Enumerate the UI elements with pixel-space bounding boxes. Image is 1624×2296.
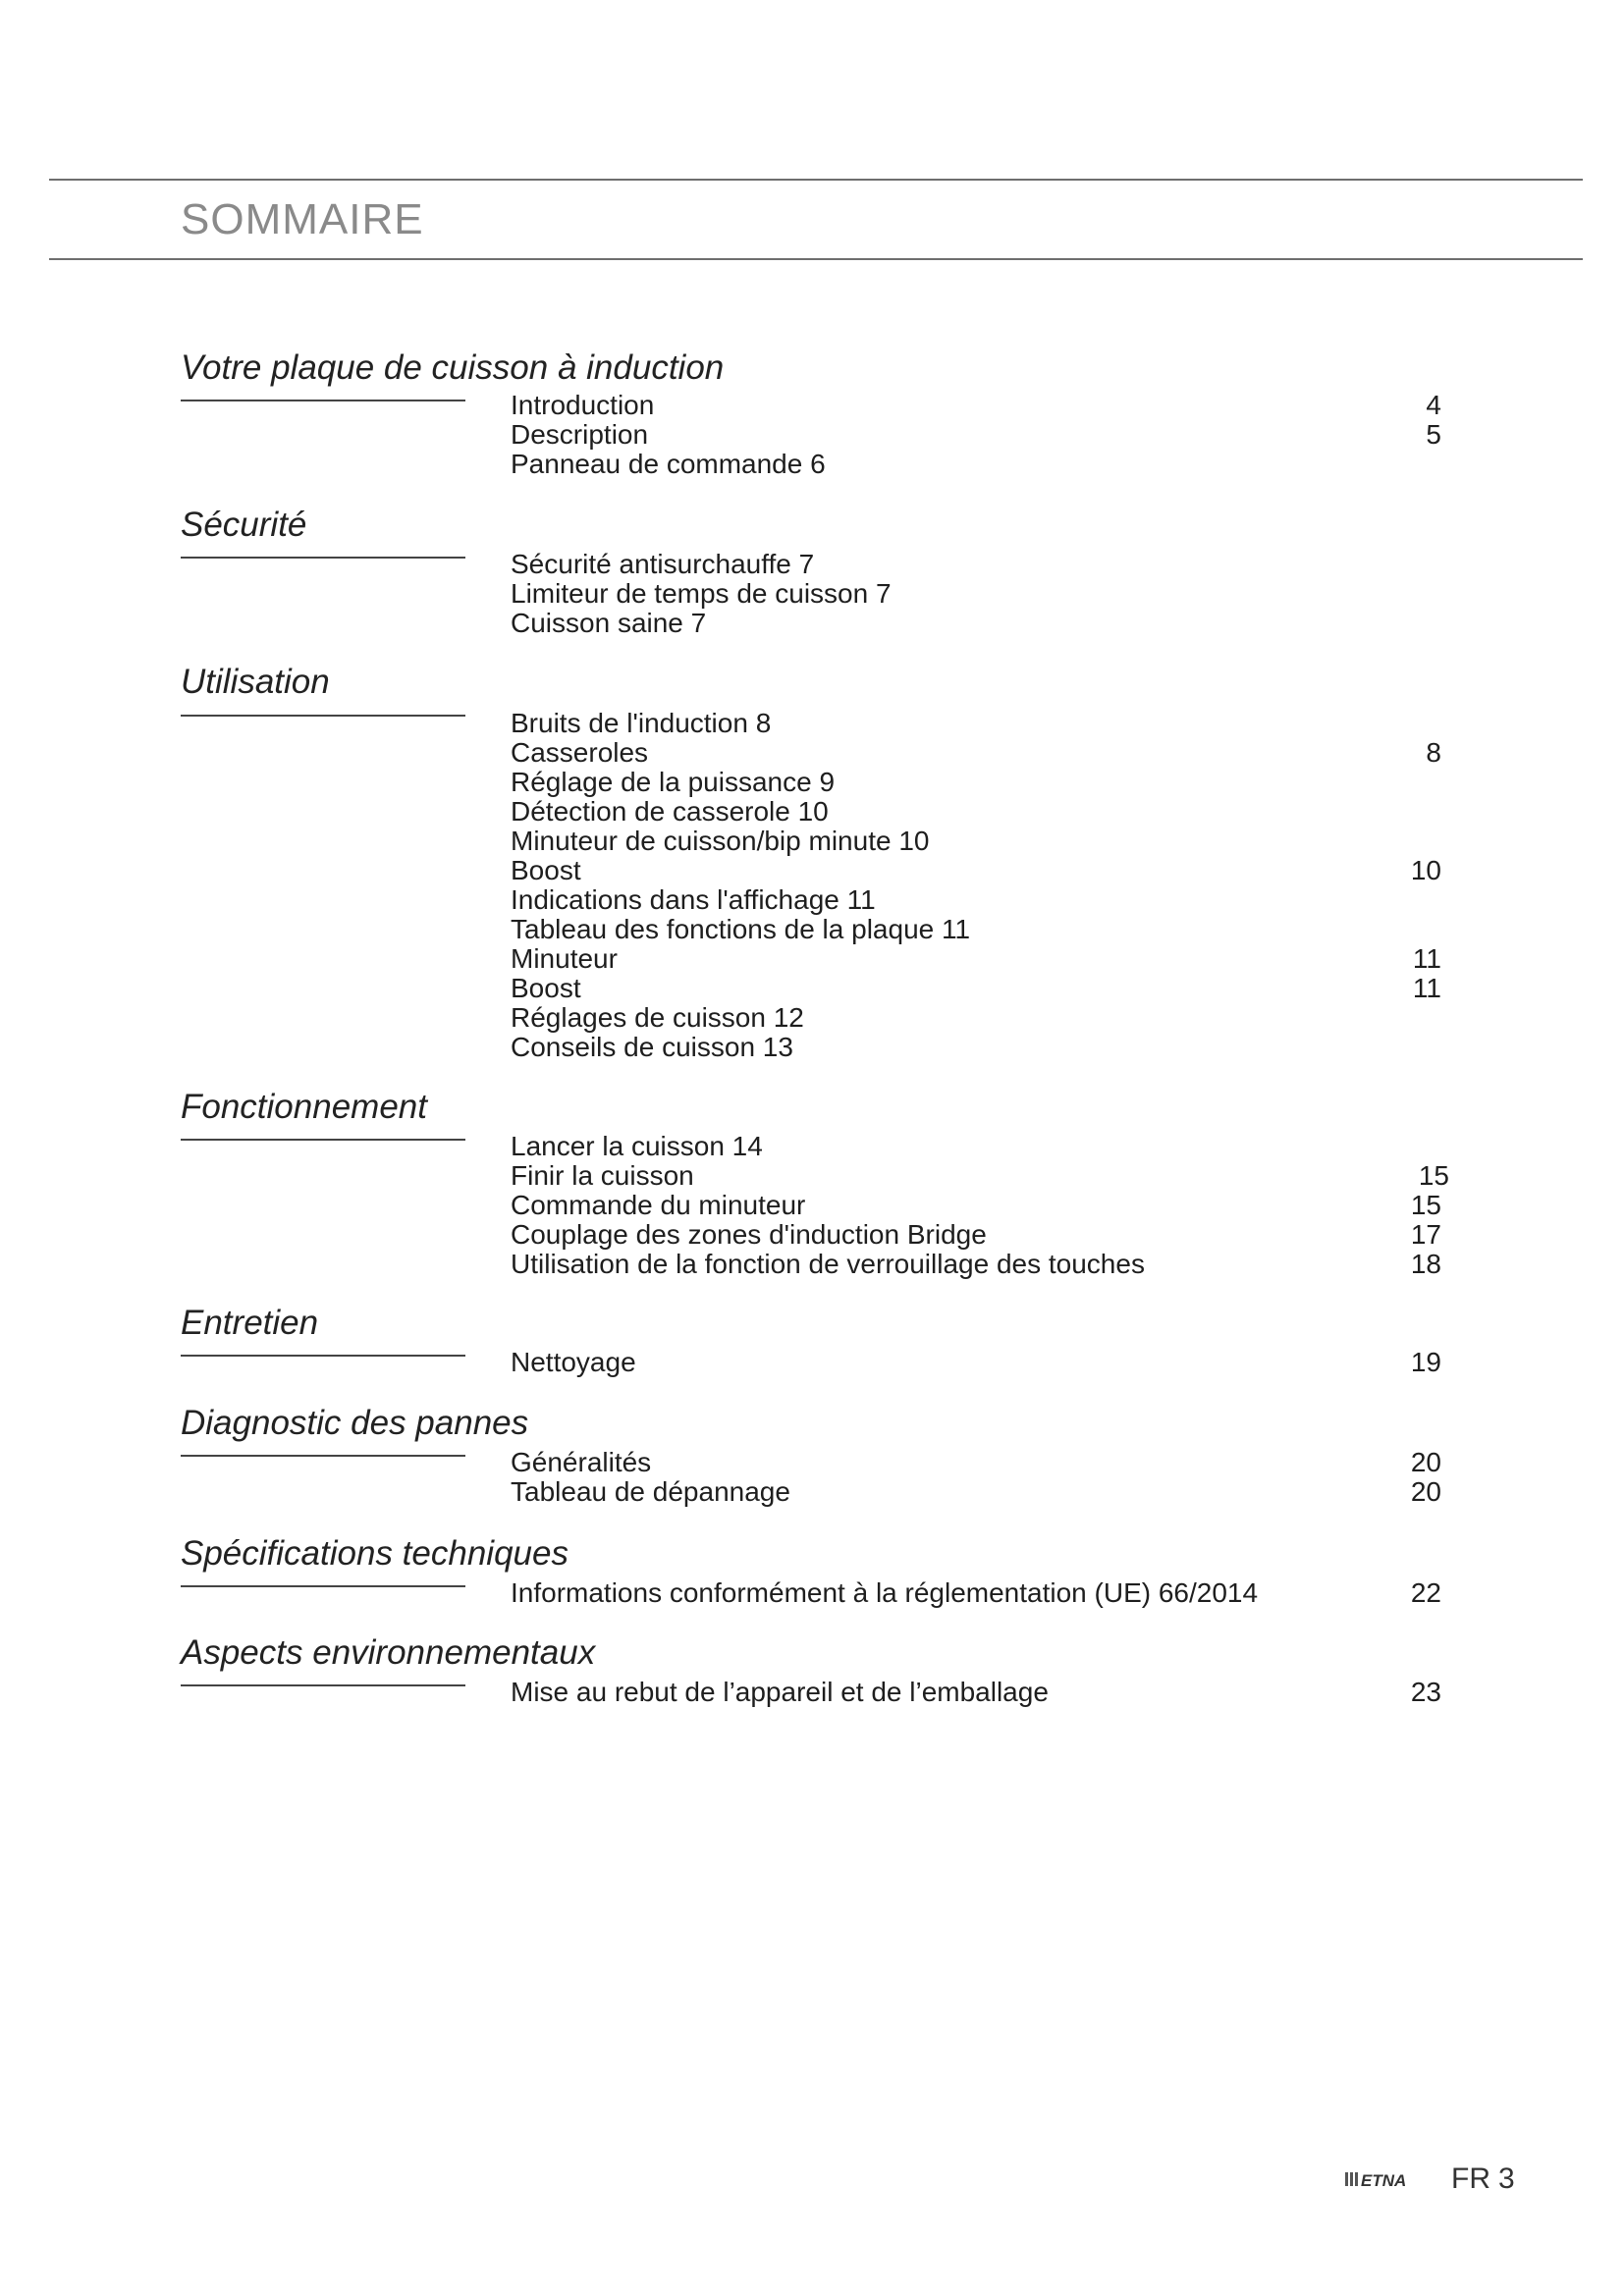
toc-entry-page: 5 [1426,419,1441,450]
toc-entry[interactable] [511,579,1453,609]
toc-entry-page: 10 [1410,855,1441,885]
toc-entry-page: 18 [1410,1249,1441,1279]
section-underline [181,715,465,717]
toc-entry-label: Minuteur de cuisson/bip minute 10 [511,826,930,856]
toc-entry[interactable] [511,450,1453,479]
section-title: Diagnostic des pannes [181,1404,529,1442]
toc-entry-label: Généralités [511,1447,652,1477]
toc-entry[interactable] [511,1448,1453,1477]
toc-entry[interactable] [511,1250,1453,1279]
toc-entry-page: 20 [1410,1447,1441,1477]
toc-entry-page: 17 [1410,1219,1441,1250]
page-title: SOMMAIRE [181,195,424,243]
toc-entry-label: Informations conformément à la réglementation (UE) 66/2014 [511,1577,1259,1608]
toc-entry[interactable] [511,420,1453,450]
header-top-rule [49,179,1583,181]
toc-entry[interactable] [511,550,1453,579]
toc-entry[interactable] [511,1132,1453,1161]
toc-entry-label: Commande du minuteur [511,1190,806,1220]
toc-entry[interactable] [511,915,1453,944]
toc-entry[interactable] [511,768,1453,797]
toc-entry[interactable] [511,1348,1453,1377]
toc-entry-label: Finir la cuisson [511,1160,694,1191]
section-underline [181,1585,465,1587]
section-underline [181,1355,465,1357]
page-footer [1345,2160,1515,2199]
toc-entry[interactable] [511,709,1453,738]
toc-entry-label: Minuteur [511,943,618,974]
toc-entry-label: Utilisation de la fonction de verrouillage des touches [511,1249,1145,1279]
section-title: Entretien [181,1304,319,1342]
toc-entry-label: Panneau de commande 6 [511,449,826,479]
toc-entry-label: Couplage des zones d'induction Bridge [511,1219,987,1250]
toc-entry-label: Limiteur de temps de cuisson 7 [511,578,892,609]
toc-entry[interactable] [511,974,1453,1003]
toc-entry-label: Réglage de la puissance 9 [511,767,836,797]
toc-entry[interactable] [511,827,1453,856]
section-underline [181,1684,465,1686]
footer-language: FR [1451,2163,1490,2195]
toc-entry[interactable] [511,944,1453,974]
toc-entry[interactable] [511,797,1453,827]
toc-entry-label: Lancer la cuisson 14 [511,1131,763,1161]
section-title: Sécurité [181,506,307,544]
toc-entry[interactable] [511,1477,1453,1507]
toc-entry-label: Cuisson saine 7 [511,608,707,638]
header-bottom-rule [49,258,1583,260]
toc-entry-label: Boost [511,973,581,1003]
toc-entry-page: 19 [1410,1347,1441,1377]
toc-entry-label: Bruits de l'induction 8 [511,708,772,738]
toc-entry-page: 15 [1410,1190,1441,1220]
toc-entry[interactable] [511,1220,1453,1250]
toc-entry[interactable] [511,1191,1453,1220]
toc-entry[interactable] [511,1678,1453,1707]
toc-entry-label: Nettoyage [511,1347,636,1377]
toc-entry[interactable] [511,885,1453,915]
brand-name: ETNA [1361,2171,1407,2190]
brand-logo [1345,2166,1414,2192]
toc-entry-page: 11 [1412,943,1441,974]
toc-entry-label: Tableau de dépannage [511,1476,790,1507]
toc-entry-label: Détection de casserole 10 [511,796,829,827]
toc-entry-page: 8 [1426,737,1441,768]
footer-page-number: 3 [1498,2163,1515,2195]
section-title: Spécifications techniques [181,1534,568,1573]
toc-entry[interactable] [511,738,1453,768]
toc-entry-label: Casseroles [511,737,649,768]
toc-entry-page: 23 [1410,1677,1441,1707]
toc-entry[interactable] [511,1578,1453,1608]
toc-entry-label: Conseils de cuisson 13 [511,1032,793,1062]
toc-entry-label: Réglages de cuisson 12 [511,1002,804,1033]
section-title: Aspects environnementaux [181,1633,596,1672]
toc-entry-label: Mise au rebut de l’appareil et de l’emballage [511,1677,1049,1707]
toc-entry-label: Description [511,419,649,450]
section-title: Votre plaque de cuisson à induction [181,348,725,387]
toc-entry-label: Boost [511,855,581,885]
toc-entry[interactable] [511,1033,1453,1062]
toc-entry-page: 20 [1410,1476,1441,1507]
toc-entry-page: 11 [1412,973,1441,1003]
toc-entry-page: 22 [1410,1577,1441,1608]
section-underline [181,557,465,559]
section-underline [181,1455,465,1457]
toc-entry[interactable] [511,1003,1453,1033]
toc-entry[interactable] [511,609,1453,638]
section-title: Fonctionnement [181,1088,427,1126]
toc-entry-label: Indications dans l'affichage 11 [511,884,876,915]
toc-entry-page: 4 [1426,390,1441,420]
toc-entry[interactable] [511,1161,1453,1191]
section-title: Utilisation [181,663,330,701]
section-underline [181,400,465,401]
toc-entry-label: Introduction [511,390,655,420]
toc-entry[interactable] [511,856,1453,885]
toc-entry-page: 15 [1418,1160,1449,1191]
toc-entry[interactable] [511,391,1453,420]
toc-entry-label: Sécurité antisurchauffe 7 [511,549,815,579]
toc-entry-label: Tableau des fonctions de la plaque 11 [511,914,971,944]
section-underline [181,1139,465,1141]
